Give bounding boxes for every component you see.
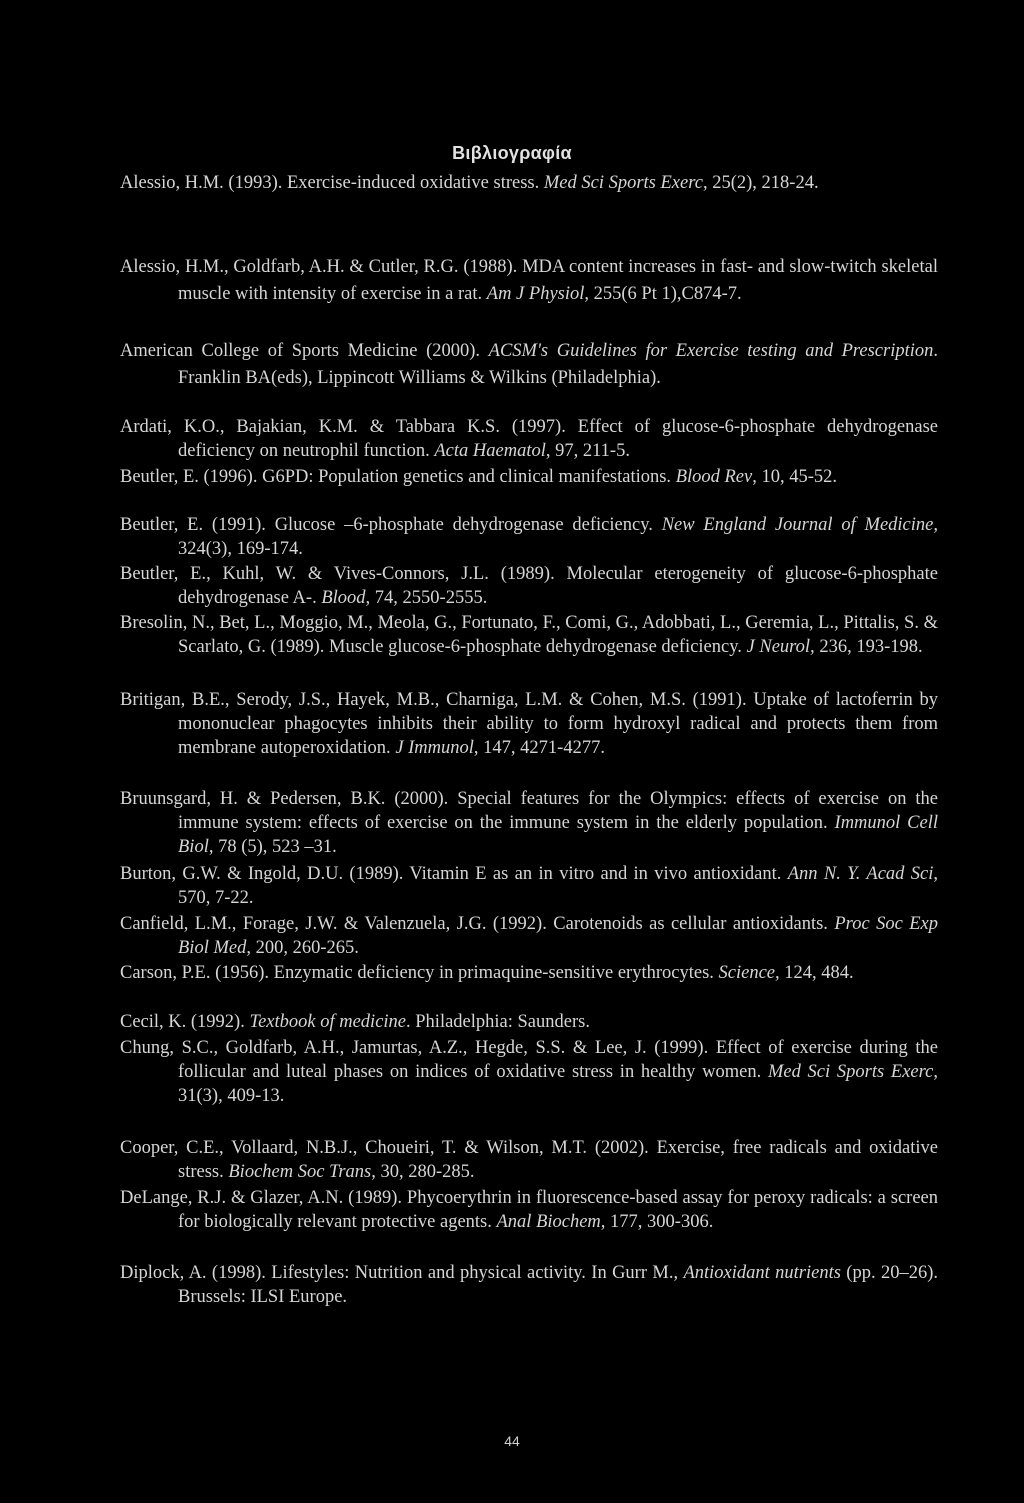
reference-item: Ardati, K.O., Bajakian, K.M. & Tabbara K.S. (1997). Effect of glucose-6-phosphate dehydrogenase deficiency on neutrophil function. Acta Haematol, 97, 211-5. [120, 417, 938, 461]
reference-item: Bresolin, N., Bet, L., Moggio, M., Meola, G., Fortunato, F., Comi, G., Adobbati, L., Geremia, L., Pittalis, S. & Scarlato, G. (1989). Muscle glucose-6-phosphate dehydrogenase deficiency. J Neurol, 236, 193-198. [120, 613, 938, 657]
reference-item: Burton, G.W. & Ingold, D.U. (1989). Vitamin E as an in vitro and in vivo antioxidant. Ann N. Y. Acad Sci, 570, 7-22. [120, 864, 938, 908]
reference-item: Cecil, K. (1992). Textbook of medicine. Philadelphia: Saunders. [120, 1012, 590, 1032]
reference-item: DeLange, R.J. & Glazer, A.N. (1989). Phycoerythrin in fluorescence-based assay for peroxy radicals: a screen for biologically relevant protective agents. Anal Biochem, 177, 300-306. [120, 1188, 938, 1232]
bibliography-heading: Βιβλιογραφία [452, 143, 572, 163]
reference-item: Canfield, L.M., Forage, J.W. & Valenzuela, J.G. (1992). Carotenoids as cellular antioxidants. Proc Soc Exp Biol Med, 200, 260-265. [120, 914, 939, 958]
page-number: 44 [504, 1433, 520, 1449]
reference-item: Alessio, H.M., Goldfarb, A.H. & Cutler, R.G. (1988). MDA content increases in fast- and slow-twitch skeletal muscle with intensity of exercise in a rat. Am J Physiol, 255(6 Pt 1),C874-7. [120, 257, 938, 304]
reference-item: American College of Sports Medicine (2000). ACSM's Guidelines for Exercise testing and Prescription. Franklin BA(eds), Lippincott Williams & Wilkins (Philadelphia). [120, 341, 938, 388]
reference-item: Carson, P.E. (1956). Enzymatic deficiency in primaquine-sensitive erythrocytes. Science, 124, 484. [120, 963, 854, 983]
reference-item: Chung, S.C., Goldfarb, A.H., Jamurtas, A.Z., Hegde, S.S. & Lee, J. (1999). Effect of exercise during the follicular and luteal phases on indices of oxidative stress in healthy women. Med Sci Sports Exerc, 31(3), 409-13. [120, 1038, 938, 1106]
reference-item: Beutler, E., Kuhl, W. & Vives-Connors, J.L. (1989). Molecular eterogeneity of glucose-6-phosphate dehydrogenase A-. Blood, 74, 2550-2555. [120, 564, 938, 608]
reference-item: Alessio, H.M. (1993). Exercise-induced oxidative stress. Med Sci Sports Exerc, 25(2), 218-24. [120, 173, 819, 193]
reference-item: Britigan, B.E., Serody, J.S., Hayek, M.B., Charniga, L.M. & Cohen, M.S. (1991). Uptake of lactoferrin by mononuclear phagocytes inhibits their ability to form hydroxyl radical and protects them from membrane autoperoxidation. J Immunol, 147, 4271-4277. [120, 690, 938, 758]
reference-item: Beutler, E. (1996). G6PD: Population genetics and clinical manifestations. Blood Rev, 10, 45-52. [120, 467, 838, 487]
reference-item: Beutler, E. (1991). Glucose –6-phosphate dehydrogenase deficiency. New England Journal of Medicine, 324(3), 169-174. [120, 515, 938, 559]
reference-item: Cooper, C.E., Vollaard, N.B.J., Choueiri, T. & Wilson, M.T. (2002). Exercise, free radicals and oxidative stress. Biochem Soc Trans, 30, 280-285. [120, 1138, 938, 1182]
reference-item: Diplock, A. (1998). Lifestyles: Nutrition and physical activity. In Gurr M., Antioxidant nutrients (pp. 20–26). Brussels: ILSI Europe. [120, 1263, 938, 1307]
reference-item: Bruunsgard, H. & Pedersen, B.K. (2000). Special features for the Olympics: effects of exercise on the immune system: effects of exercise on the immune system in the elderly population. Immunol Cell Biol, 78 (5), 523 –31. [120, 789, 938, 857]
